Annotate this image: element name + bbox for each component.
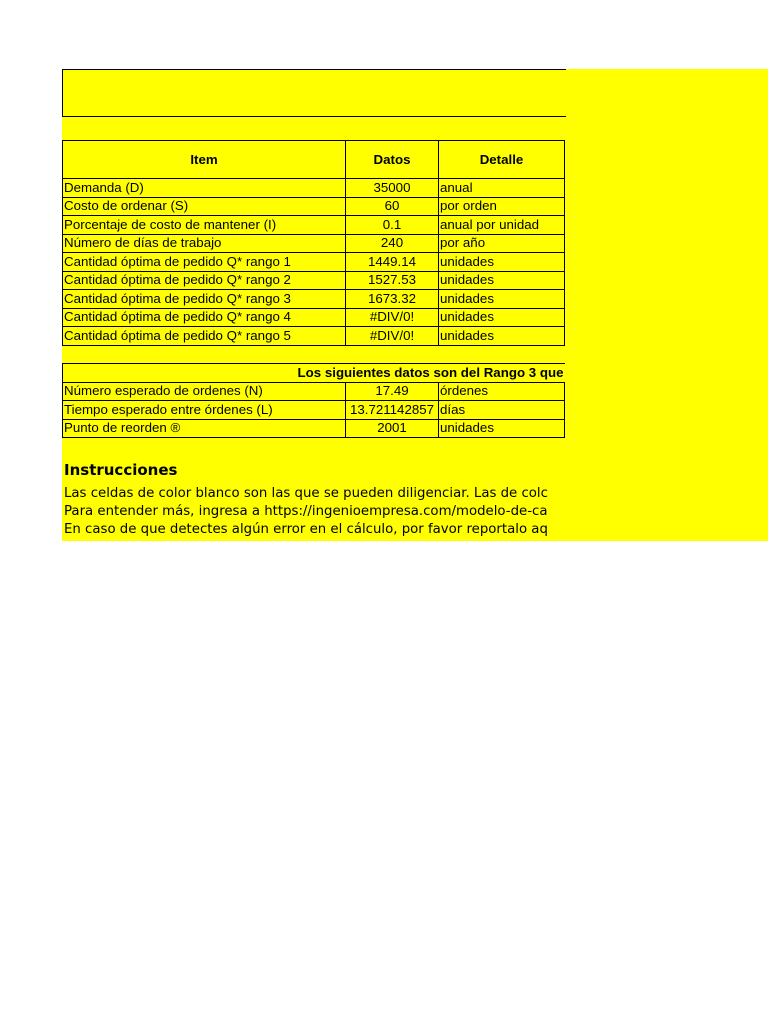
cell-datos[interactable]: 17.49 bbox=[346, 382, 439, 401]
cell-item[interactable]: Cantidad óptima de pedido Q* rango 4 bbox=[63, 308, 346, 327]
cell-item[interactable]: Porcentaje de costo de mantener (I) bbox=[63, 216, 346, 235]
cell-item[interactable]: Cantidad óptima de pedido Q* rango 5 bbox=[63, 327, 346, 346]
cell-detalle[interactable]: unidades bbox=[439, 327, 565, 346]
cell-detalle[interactable]: unidades bbox=[439, 253, 565, 272]
cell-detalle[interactable]: unidades bbox=[439, 290, 565, 309]
cell-item[interactable]: Tiempo esperado entre órdenes (L) bbox=[63, 401, 346, 420]
cell-detalle[interactable]: días bbox=[439, 401, 565, 420]
cell-item[interactable]: Cantidad óptima de pedido Q* rango 3 bbox=[63, 290, 346, 309]
instructions-section bbox=[64, 461, 548, 539]
range-subtitle-row bbox=[63, 364, 565, 383]
spreadsheet-area bbox=[62, 69, 768, 541]
instructions-line: En caso de que detectes algún error en el cálculo, por favor reportalo aq bbox=[64, 522, 548, 537]
cell-detalle[interactable]: unidades bbox=[439, 271, 565, 290]
table-row bbox=[63, 234, 565, 253]
cell-item[interactable]: Punto de reorden ® bbox=[63, 419, 346, 438]
table-row bbox=[63, 308, 565, 327]
cell-detalle[interactable]: por año bbox=[439, 234, 565, 253]
cell-datos[interactable]: 2001 bbox=[346, 419, 439, 438]
table-row bbox=[63, 271, 565, 290]
instructions-line: Las celdas de color blanco son las que se pueden diligenciar. Las de colc bbox=[64, 486, 548, 501]
range-3-table bbox=[62, 363, 565, 438]
cell-datos[interactable]: 240 bbox=[346, 234, 439, 253]
cell-item[interactable]: Demanda (D) bbox=[63, 179, 346, 198]
table-row bbox=[63, 197, 565, 216]
sheet-visible-region bbox=[62, 69, 566, 541]
cell-datos[interactable]: 1673.32 bbox=[346, 290, 439, 309]
table-row bbox=[63, 382, 565, 401]
table-row bbox=[63, 253, 565, 272]
table-header-row bbox=[63, 141, 565, 179]
table-row bbox=[63, 419, 565, 438]
cell-detalle[interactable]: anual bbox=[439, 179, 565, 198]
cell-detalle[interactable]: por orden bbox=[439, 197, 565, 216]
table-row bbox=[63, 327, 565, 346]
cell-datos[interactable]: 0.1 bbox=[346, 216, 439, 235]
cell-datos[interactable]: 1449.14 bbox=[346, 253, 439, 272]
cell-datos[interactable]: 60 bbox=[346, 197, 439, 216]
cell-detalle[interactable]: unidades bbox=[439, 308, 565, 327]
cell-item[interactable]: Número de días de trabajo bbox=[63, 234, 346, 253]
title-cell[interactable] bbox=[62, 69, 566, 117]
cell-item[interactable]: Cantidad óptima de pedido Q* rango 2 bbox=[63, 271, 346, 290]
cell-item[interactable]: Costo de ordenar (S) bbox=[63, 197, 346, 216]
cell-datos[interactable]: 1527.53 bbox=[346, 271, 439, 290]
cell-detalle[interactable]: unidades bbox=[439, 419, 565, 438]
cell-item[interactable]: Número esperado de ordenes (N) bbox=[63, 382, 346, 401]
cell-datos[interactable]: 35000 bbox=[346, 179, 439, 198]
table-row bbox=[63, 216, 565, 235]
table-row bbox=[63, 179, 565, 198]
header-detalle[interactable]: Detalle bbox=[439, 141, 565, 179]
cell-datos[interactable]: 13.721142857 bbox=[346, 401, 439, 420]
range-subtitle[interactable]: Los siguientes datos son del Rango 3 que bbox=[63, 364, 565, 383]
cell-item[interactable]: Cantidad óptima de pedido Q* rango 1 bbox=[63, 253, 346, 272]
instructions-line: Para entender más, ingresa a https://ingenioempresa.com/modelo-de-ca bbox=[64, 504, 548, 519]
cell-detalle[interactable]: órdenes bbox=[439, 382, 565, 401]
table-row bbox=[63, 290, 565, 309]
cell-datos[interactable]: #DIV/0! bbox=[346, 327, 439, 346]
eoq-table bbox=[62, 140, 565, 346]
header-item[interactable]: Item bbox=[63, 141, 346, 179]
cell-datos[interactable]: #DIV/0! bbox=[346, 308, 439, 327]
cell-detalle[interactable]: anual por unidad bbox=[439, 216, 565, 235]
header-datos[interactable]: Datos bbox=[346, 141, 439, 179]
table-row bbox=[63, 401, 565, 420]
instructions-heading: Instrucciones bbox=[64, 461, 178, 479]
